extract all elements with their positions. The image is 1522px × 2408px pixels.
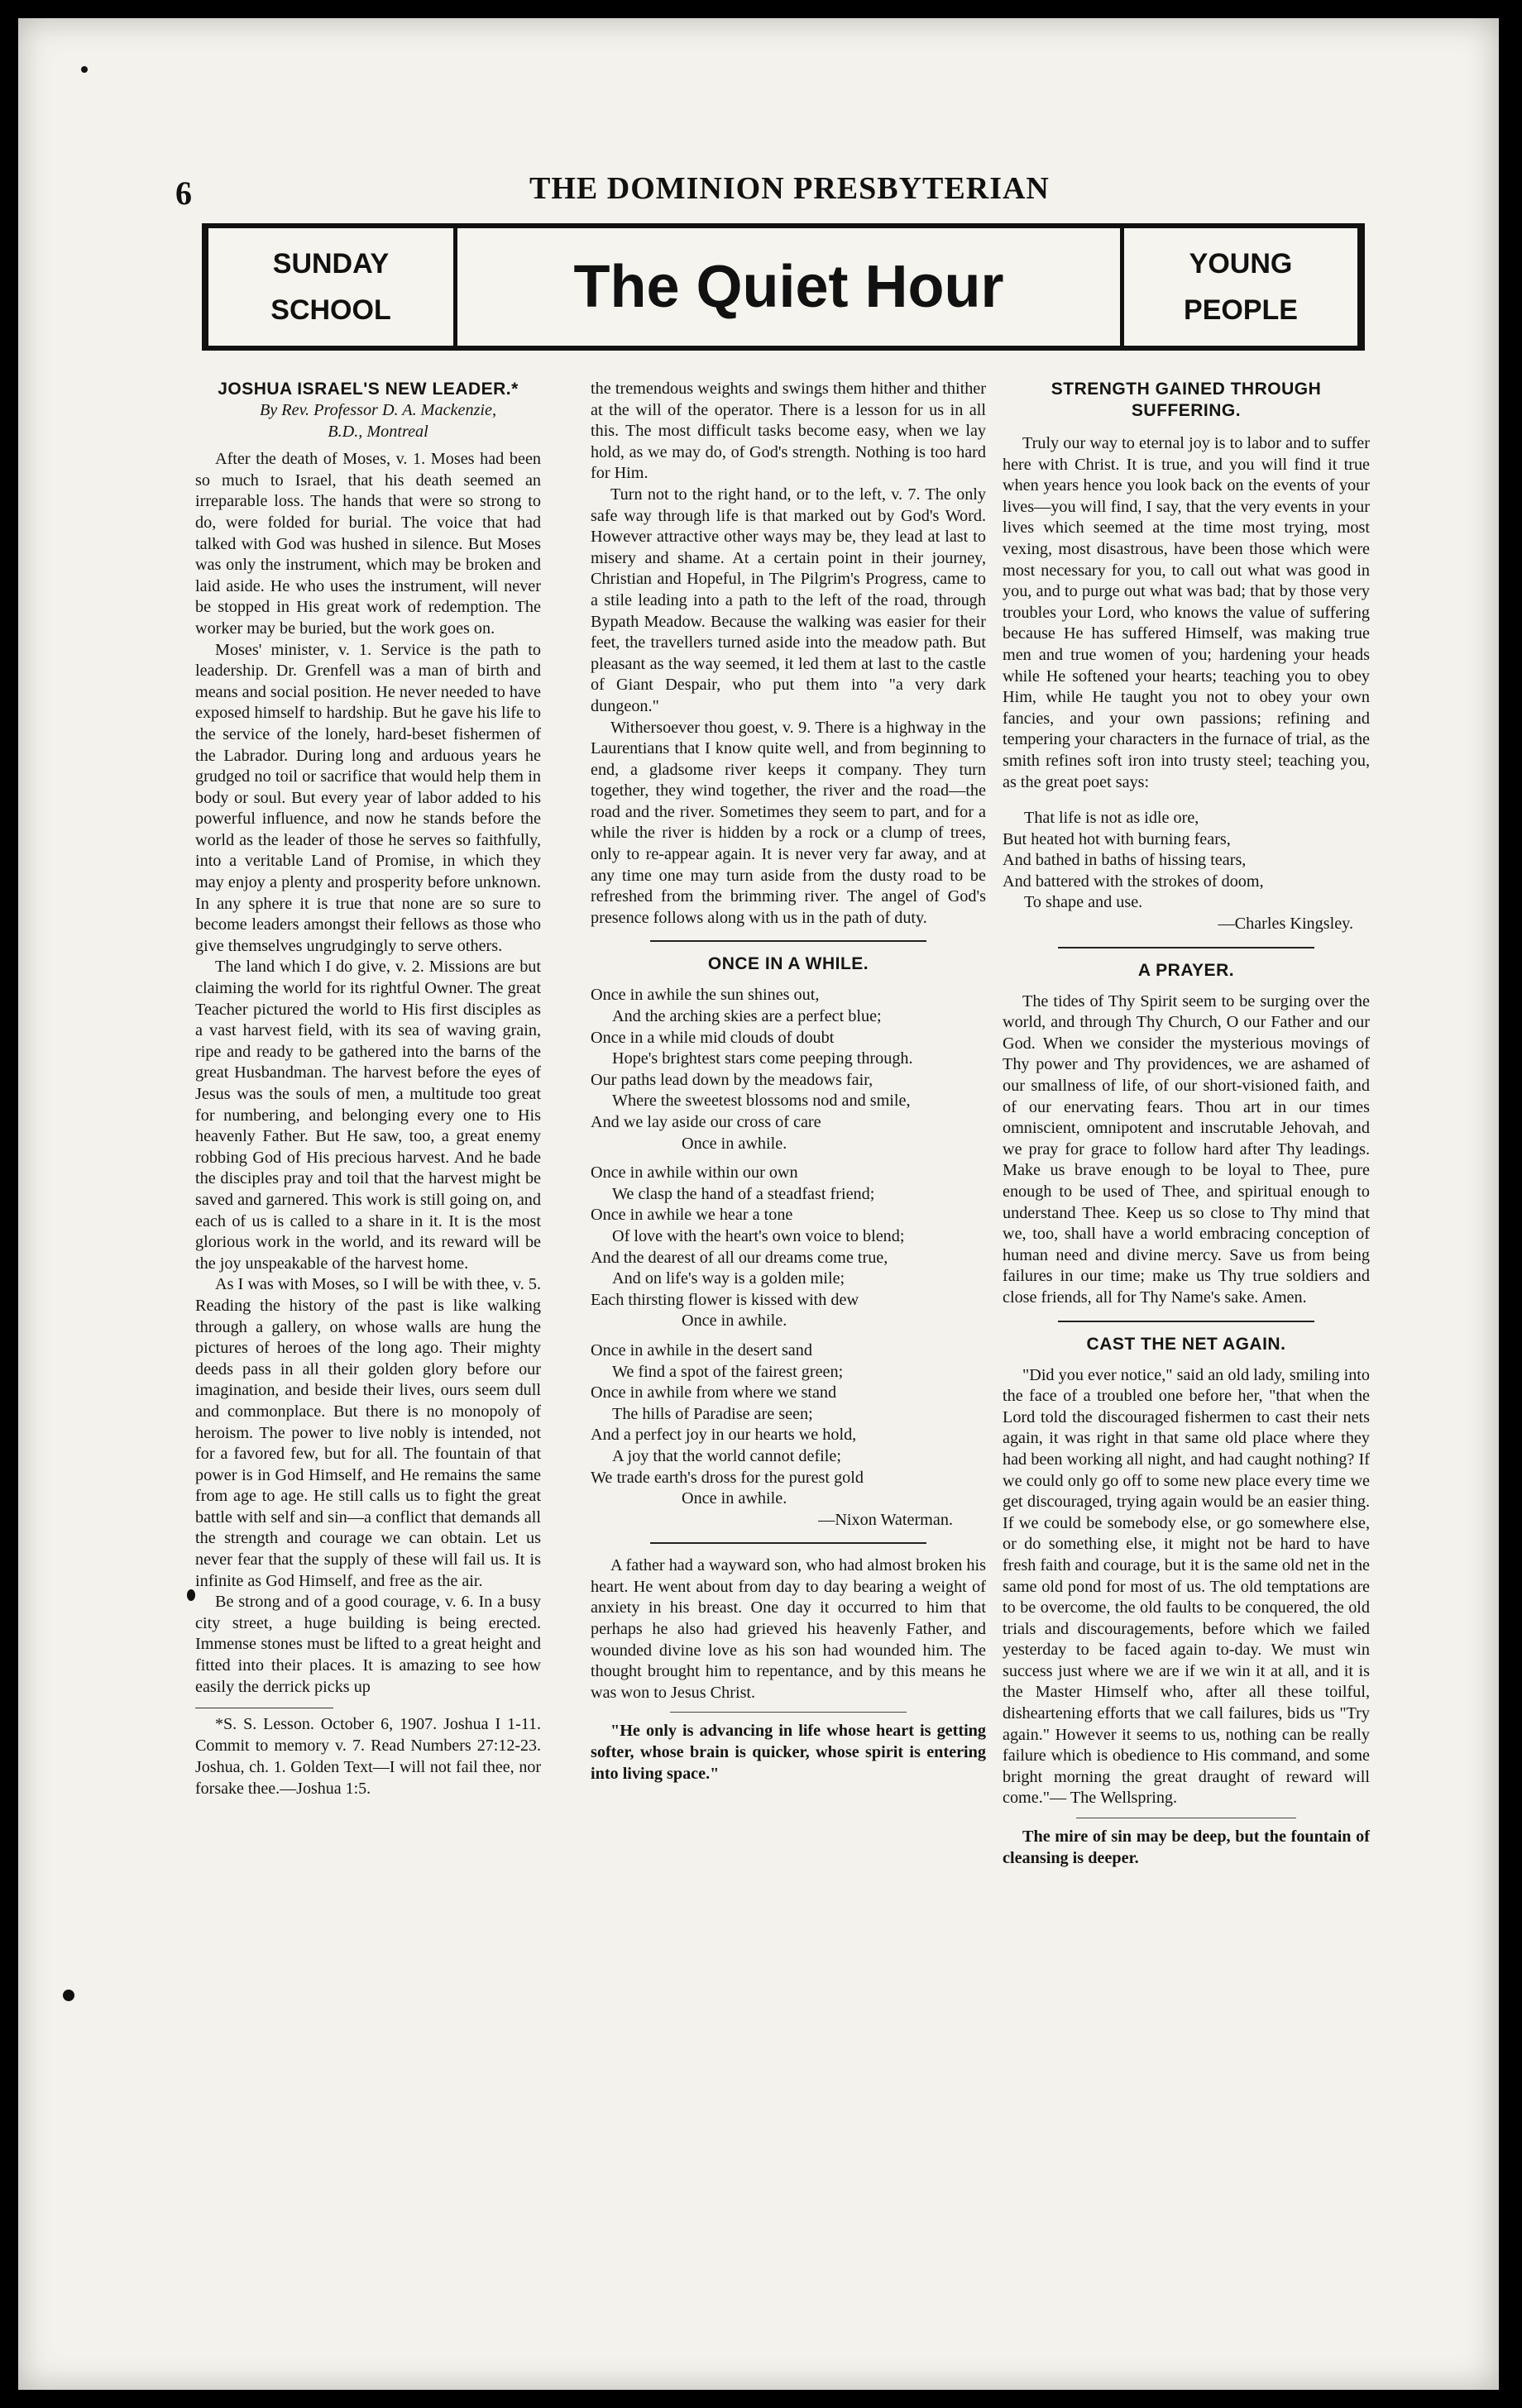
paragraph: Turn not to the right hand, or to the left, v. 7. The only safe way through life is that marked out by God's Word. However attractive other ways may be, they lead at last to misery and shame. At a certain point in their journey, Christian and Hopeful, in The Pilgrim's Progress, came to a stile leading into a path to the left of the road, through Bypath Meadow. Because the walking was easier for their feet, the travellers turned aside into the meadow path. But pleasant as the way seemed, it led them at last to the castle of Giant Despair, who put them into "a very dark dungeon.": [591, 485, 986, 715]
poem-line: And the arching skies are a perfect blue;: [612, 1007, 882, 1026]
section-banner: [202, 223, 1365, 351]
poem-line: Once in awhile.: [682, 1489, 787, 1508]
paragraph: Be strong and of a good courage, v. 6. In a busy city street, a huge building is being erected. Immense stones must be lifted to a great height and fitted into their places. It is amazing to see how easily the derrick picks up: [195, 1593, 541, 1696]
section-divider: [650, 1542, 927, 1544]
poem-line: We trade earth's dross for the purest gold: [591, 1468, 864, 1487]
banner-right-line1: YOUNG: [1189, 248, 1293, 280]
paragraph: "Did you ever notice," said an old lady, smiling into the face of a troubled one before her, "that when the Lord told the discouraged fishermen to cast their nets again, it was right in that same old place where they had been working all night, and had caught nothing? If we could only go off to some new place every time we get discouraged, trying again would be an easier thing. If we could be somebody else, or go somewhere else, or do something else, it might not be hard to have fresh faith and courage, but it is the same old net in the same old pond for most of us. The old temptations are to be overcome, the old faults to be conquered, the old trials and discouragements, before which we failed yesterday to be faced again to-day. We must win success just where we are if we win it at all, and it is the Master Himself who, after all these toilful, disheartening efforts that we call failures, bids us "Try again." However it seems to us, nothing can be really failure which is obedience to His command, and some bright morning the great draught of reward will come."— The Wellspring.: [1003, 1365, 1370, 1808]
poem-author: —Nixon Waterman.: [818, 1510, 953, 1529]
verse-author: —Charles Kingsley.: [1218, 915, 1353, 934]
article-title-strength: STRENGTH GAINED THROUGH SUFFERING.: [1051, 380, 1322, 420]
article-title-joshua: JOSHUA ISRAEL'S NEW LEADER.*: [218, 380, 519, 399]
poem-line: Once in awhile from where we stand: [591, 1383, 837, 1402]
paragraph: Moses' minister, v. 1. Service is the path to leadership. Dr. Grenfell was a man of birth and means and social position. He never needed to have exposed himself to hardship. But he gave his life to the service of the lonely, hard-beset fishermen of the Labrador. During long and arduous years he grudged no toil or sacrifice that would help them in body or soul. But every year of labor added to his powerful influence, and now he stands before the world as the leader of those he serves so faithfully, into a veritable Land of Promise, in which they may enjoy a plenty and prosperity before unknown. In any sphere it is true that none are so sure to become leaders amongst their fellows as those who give themselves ungrudgingly to serve others.: [195, 640, 541, 955]
journal-title: THE DOMINION PRESBYTERIAN: [529, 171, 1050, 206]
poem-line: Once in awhile we hear a tone: [591, 1206, 793, 1225]
ink-spot: [187, 1589, 195, 1601]
poem-line: Once in awhile.: [682, 1134, 787, 1153]
poem-title: ONCE IN A WHILE.: [707, 954, 869, 974]
banner-right-line2: PEOPLE: [1184, 294, 1298, 326]
column-right: [1003, 379, 1370, 1869]
closing-line: The mire of sin may be deep, but the fountain of cleansing is deeper.: [1003, 1828, 1370, 1867]
section-divider: [1058, 947, 1315, 948]
poem-line: Our paths lead down by the meadows fair,: [591, 1070, 873, 1089]
byline-name: By Rev. Professor D. A. Mackenzie,: [259, 401, 497, 419]
poem-line: Of love with the heart's own voice to blend;: [612, 1226, 905, 1245]
poem-line: We clasp the hand of a steadfast friend;: [612, 1184, 875, 1203]
banner-left-line1: SUNDAY: [272, 248, 390, 280]
poem-line: Hope's brightest stars come peeping through.: [612, 1049, 913, 1068]
verse-line: And bathed in baths of hissing tears,: [1003, 851, 1247, 870]
verse-line: To shape and use.: [1024, 893, 1143, 912]
poem-line: Once in a while mid clouds of doubt: [591, 1028, 835, 1047]
verse-line: But heated hot with burning fears,: [1003, 829, 1231, 848]
verse-line: That life is not as idle ore,: [1024, 809, 1199, 828]
banner-title: The Quiet Hour: [573, 254, 1004, 320]
poem-line: Once in awhile within our own: [591, 1163, 798, 1182]
poem-line: Each thirsting flower is kissed with dew: [591, 1290, 859, 1309]
net-title: CAST THE NET AGAIN.: [1086, 1334, 1286, 1354]
byline-location: B.D., Montreal: [328, 422, 428, 441]
poem-line: Once in awhile in the desert sand: [591, 1340, 812, 1359]
section-divider: [650, 940, 927, 942]
ink-spot: [81, 66, 88, 73]
paragraph: Truly our way to eternal joy is to labor and to suffer here with Christ. It is true, and you will find it true when years hence you look back on the events of your lives—you will find, I say, that the very events in your lives which seemed at the time most trying, most vexing, most disastrous, have been those which were most necessary for you, to call out what was good in you, and to purge out what was bad; that by those very troubles your Lord, who knows the value of suffering because He has suffered Himself, was making true men and true women of you; hardening your heads while He softened your hearts; teaching you to obey Him, while He taught you not to obey your own fancies, and your own passions; refining and tempering your characters in the furnace of trial, as the smith refines soft iron into trusty steel; teaching you, as the great poet says:: [1003, 434, 1370, 791]
banner-left-line2: SCHOOL: [270, 294, 391, 326]
quote: "He only is advancing in life whose heart is getting softer, whose brain is quicker, whose spirit is entering into living space.": [591, 1722, 986, 1783]
poem-line: And the dearest of all our dreams come true,: [591, 1248, 888, 1267]
poem-line: A joy that the world cannot defile;: [612, 1446, 841, 1465]
column-middle: [591, 379, 986, 1784]
poem-line: Once in awhile the sun shines out,: [591, 986, 820, 1005]
page-number: 6: [175, 174, 192, 212]
prayer-title: A PRAYER.: [1137, 960, 1235, 980]
poem-line: We find a spot of the fairest green;: [612, 1362, 844, 1381]
section-divider: [1058, 1321, 1315, 1322]
column-left: [195, 379, 541, 1799]
poem-line: And we lay aside our cross of care: [591, 1113, 821, 1131]
verse: [1003, 808, 1370, 914]
poem-line: Once in awhile.: [682, 1312, 787, 1331]
verse-line: And battered with the strokes of doom,: [1003, 872, 1264, 891]
poem-line: And on life's way is a golden mile;: [612, 1269, 845, 1288]
paragraph: After the death of Moses, v. 1. Moses had been so much to Israel, that his death seemed an irreparable loss. The hands that were so strong to do, were folded for burial. The voice that had talked with God was hushed in silence. But Moses was only the instrument, which may be broken and laid aside. He who uses the instrument, will never be stopped in His great work of redemption. The worker may be buried, but the work goes on.: [195, 450, 541, 638]
banner-right-box: [1120, 228, 1357, 346]
footnote: *S. S. Lesson. October 6, 1907. Joshua I 1-11. Commit to memory v. 7. Read Numbers 27:12-23. Joshua, ch. 1. Golden Text—I will not fail thee, nor forsake thee.—Joshua 1:5.: [195, 1715, 541, 1799]
banner-left-box: [208, 228, 457, 346]
paragraph: Withersoever thou goest, v. 9. There is a highway in the Laurentians that I know quite well, and from beginning to end, a gladsome river keeps it company. They turn together, they wind together, the river and the road—the road and the river. Sometimes they seem to part, and for a while the river is hidden by a rock or a clump of trees, only to re-appear again. It is never very far away, and at any time one may turn aside from the dusty road to be refreshed from the brimming river. The angel of God's presence follows along with us in the path of duty.: [591, 718, 986, 927]
paragraph-continued: the tremendous weights and swings them hither and thither at the will of the operator. There is a lesson for us in all this. The most difficult tasks become easy, when we lay hold, as we may do, of God's strength. Nothing is too hard for Him.: [591, 380, 986, 483]
section-divider: [670, 1712, 907, 1713]
ink-spot: [63, 1990, 74, 2001]
paragraph-story: A father had a wayward son, who had almost broken his heart. He went about from day to day bearing a weight of anxiety in his breast. One day it occurred to him that perhaps he also had grieved his heavenly Father, and wounded divine love as his son had wounded him. The thought brought him to repentance, and by this means he was won to Jesus Christ.: [591, 1556, 986, 1702]
paragraph: The land which I do give, v. 2. Missions are but claiming the world for its rightful Owner. The great Teacher pictured the world to His first disciples as a vast harvest field, with its sea of waving grain, ripe and ready to be gathered into the barns of the great Husbandman. The harvest before the eyes of Jesus was the souls of men, a multitude too great for numbering, and belonging every one to His heavenly Father. But He saw, too, a great enemy robbing God of His precious harvest. And he bade the disciples pray and toil that the harvest might be saved and garnered. This work is still going on, and each of us is called to a share in it. It is the most glorious work in the world, and its reward will be the joy unspeakable of the harvest home.: [195, 958, 541, 1273]
paragraph: As I was with Moses, so I will be with thee, v. 5. Reading the history of the past is like walking through a gallery, on whose walls are hung the pictures of heroes of the long ago. Their mighty deeds pass in all their golden glory before our imagination, and beside their lives, ours seem dull and commonplace. But there is no monopoly of heroism. The power to live nobly is intended, not for a favored few, but for all. The fountain of that power is in God Himself, and He remains the same from age to age. He still calls us to fight the great battle with self and sin—a conflict that demands all the strength and courage we can obtain. Let us never fear that the supply of these will fail us. It is infinite as God Himself, and free as the air.: [195, 1275, 541, 1590]
poem: [591, 985, 986, 1509]
paragraph: The tides of Thy Spirit seem to be surging over the world, and through Thy Church, O our Father and our God. When we consider the mysterious movings of Thy power and Thy providences, we are ashamed of our smallness of life, of our short-visioned faith, and of our enervating fears. Thou art in our times omniscient, omnipotent and inscrutable Jehovah, and we pray for grace to follow hard after Thy leadings. Make us brave enough to be loyal to Thee, pure enough to be used of Thee, and spiritual enough to understand Thee. Keep us so close to Thy mind that we, too, shall have a world embracing conception of human need and divine mercy. Save us from being failures in our time; make us Thy true soldiers and close friends, all for Thy Name's sake. Amen.: [1003, 991, 1370, 1307]
poem-line: Where the sweetest blossoms nod and smile,: [612, 1092, 911, 1111]
poem-line: The hills of Paradise are seen;: [612, 1404, 813, 1423]
poem-line: And a perfect joy in our hearts we hold,: [591, 1426, 857, 1445]
